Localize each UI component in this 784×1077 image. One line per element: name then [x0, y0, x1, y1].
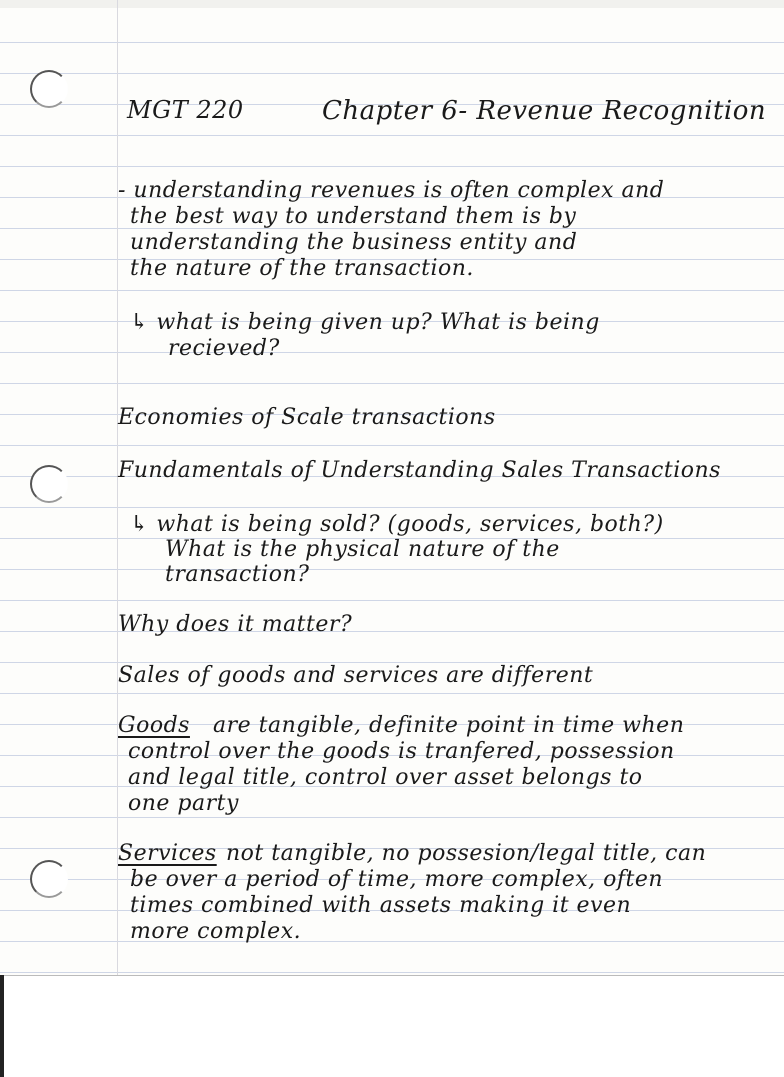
services-term: Services [118, 841, 217, 866]
intro-line: the nature of the transaction. [130, 256, 474, 281]
punch-hole [30, 465, 68, 503]
chapter-title: Chapter 6- Revenue Recognition [322, 96, 767, 126]
goods-term: Goods [118, 713, 190, 738]
goods-line: one party [128, 791, 239, 816]
scan-edge [0, 975, 4, 1077]
arrow-note-line: ↳ what is being given up? What is being [130, 310, 600, 335]
services-line: more complex. [130, 919, 302, 944]
goods-line: and legal title, control over asset belongs to [128, 765, 643, 790]
fundamentals-heading: Fundamentals of Understanding Sales Transactions [118, 458, 721, 483]
goods-line: are tangible, definite point in time when [213, 713, 685, 738]
why-matter: Why does it matter? [118, 612, 353, 637]
scan-background [0, 975, 784, 1077]
sales-different: Sales of goods and services are different [118, 663, 594, 688]
punch-hole [30, 70, 68, 108]
services-line: times combined with assets making it even [130, 893, 632, 918]
margin-line [117, 0, 118, 975]
services-line: not tangible, no possesion/legal title, can [226, 841, 707, 866]
course-code: MGT 220 [127, 96, 244, 124]
intro-line: - understanding revenues is often complex and [118, 178, 665, 203]
economies-heading: Economies of Scale transactions [118, 405, 496, 430]
services-line: be over a period of time, more complex, often [130, 867, 664, 892]
intro-line: the best way to understand them is by [130, 204, 577, 229]
arrow-note-line: recieved? [168, 336, 280, 361]
sold-line: What is the physical nature of the [165, 537, 560, 562]
sold-line: transaction? [165, 562, 310, 587]
punch-hole [30, 860, 68, 898]
goods-line: control over the goods is tranfered, possession [128, 739, 675, 764]
page-bottom-edge [0, 975, 784, 976]
intro-line: understanding the business entity and [130, 230, 578, 255]
sold-line: ↳ what is being sold? (goods, services, both?) [130, 512, 664, 537]
